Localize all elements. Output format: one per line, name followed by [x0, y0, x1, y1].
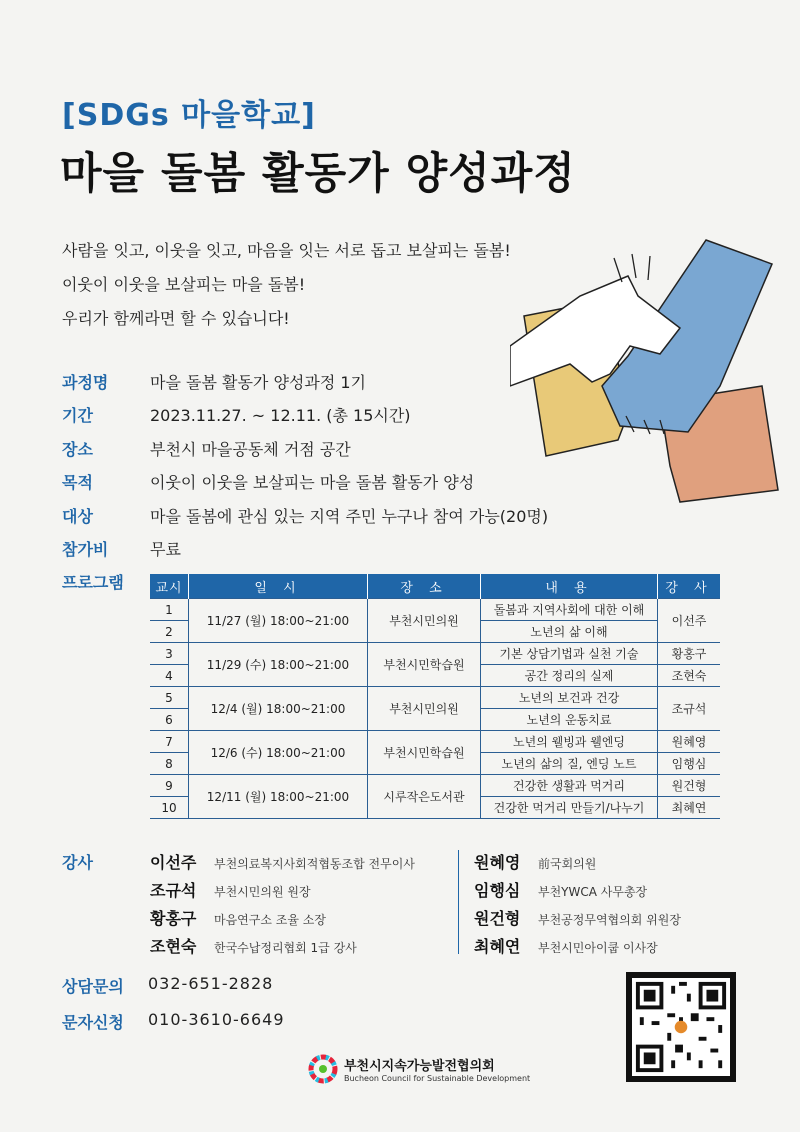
instructor-entry — [474, 850, 596, 873]
instructor-cell: 이선주 — [658, 599, 721, 643]
course-subtitle: [SDGs 마을학교] — [62, 98, 316, 133]
qr-code[interactable] — [626, 972, 736, 1082]
instructor-name: 원건형 — [474, 909, 521, 928]
info-label: 프로그램 — [62, 572, 124, 592]
date-cell: 11/29 (수) 18:00~21:00 — [189, 643, 368, 687]
instructor-entry — [150, 934, 357, 957]
info-value: 마을 돌봄 활동가 양성과정 1기 — [150, 372, 366, 392]
table-row — [150, 643, 720, 665]
instructor-role: 부천공정무역협의회 위원장 — [538, 913, 681, 927]
contact-phone-number[interactable]: 032-651-2828 — [148, 974, 274, 993]
period-cell: 4 — [150, 665, 189, 687]
instructors-label: 강사 — [62, 853, 93, 872]
content-cell: 건강한 먹거리 만들기/나누기 — [481, 797, 658, 819]
table-row — [150, 599, 720, 621]
instructor-entry — [150, 906, 326, 929]
instructor-entry — [474, 934, 658, 957]
period-cell: 7 — [150, 731, 189, 753]
instructor-entry — [474, 878, 647, 901]
hands-illustration — [510, 236, 790, 516]
info-fee — [62, 535, 181, 561]
instructor-cell: 조현숙 — [658, 665, 721, 687]
instructor-cell: 원건형 — [658, 775, 721, 797]
content-cell: 노년의 삶 이해 — [481, 621, 658, 643]
content-cell: 기본 상담기법과 실천 기술 — [481, 643, 658, 665]
table-row — [150, 731, 720, 753]
content-cell: 노년의 웰빙과 웰엔딩 — [481, 731, 658, 753]
table-header: 강 사 — [658, 574, 721, 599]
info-value: 이웃이 이웃을 보살피는 마을 돌봄 활동가 양성 — [150, 472, 475, 492]
period-cell: 3 — [150, 643, 189, 665]
table-header: 교시 — [150, 574, 189, 599]
period-cell: 5 — [150, 687, 189, 709]
content-cell: 노년의 운동치료 — [481, 709, 658, 731]
contact-sms — [62, 1010, 285, 1033]
instructor-cell: 원혜영 — [658, 731, 721, 753]
org-name: 부천시지속가능발전협의회 — [344, 1059, 495, 1074]
date-cell: 12/4 (월) 18:00~21:00 — [189, 687, 368, 731]
instructor-name: 조현숙 — [150, 937, 197, 956]
info-value: 마을 돌봄에 관심 있는 지역 주민 누구나 참여 가능(20명) — [150, 506, 549, 526]
period-cell: 8 — [150, 753, 189, 775]
content-cell: 노년의 삶의 질, 엔딩 노트 — [481, 753, 658, 775]
instructor-role: 마음연구소 조율 소장 — [214, 913, 326, 927]
instructor-name: 원혜영 — [474, 853, 521, 872]
place-cell: 시루작은도서관 — [368, 775, 481, 819]
info-label: 목적 — [62, 472, 93, 492]
contact-sms-label: 문자신청 — [62, 1013, 124, 1032]
intro-line: 이웃이 이웃을 보살피는 마을 돌봄! — [62, 275, 306, 294]
table-header: 내 용 — [481, 574, 658, 599]
content-cell: 돌봄과 지역사회에 대한 이해 — [481, 599, 658, 621]
instructor-name: 조규석 — [150, 881, 197, 900]
info-label: 장소 — [62, 439, 93, 459]
date-cell: 11/27 (월) 18:00~21:00 — [189, 599, 368, 643]
period-cell: 2 — [150, 621, 189, 643]
instructor-name: 임행심 — [474, 881, 521, 900]
contact-sms-number[interactable]: 010-3610-6649 — [148, 1010, 285, 1029]
instructor-cell: 황홍구 — [658, 643, 721, 665]
date-cell: 12/6 (수) 18:00~21:00 — [189, 731, 368, 775]
instructor-role: 한국수납정리협회 1급 강사 — [214, 941, 357, 955]
instructor-name: 최혜연 — [474, 937, 521, 956]
place-cell: 부천시민학습원 — [368, 731, 481, 775]
table-header: 일 시 — [189, 574, 368, 599]
instructor-name: 황홍구 — [150, 909, 197, 928]
period-cell: 10 — [150, 797, 189, 819]
instructor-role: 부천시민의원 원장 — [214, 885, 311, 899]
table-header-row — [150, 574, 720, 599]
instructor-role: 前국회의원 — [538, 857, 597, 871]
content-cell: 노년의 보건과 건강 — [481, 687, 658, 709]
info-label: 기간 — [62, 405, 93, 425]
instructor-entry — [474, 906, 681, 929]
info-period — [62, 401, 411, 427]
info-program — [62, 568, 142, 594]
intro-line: 사람을 잇고, 이웃을 잇고, 마음을 잇는 서로 돕고 보살피는 돌봄! — [62, 241, 511, 260]
instructor-cell: 임행심 — [658, 753, 721, 775]
period-cell: 6 — [150, 709, 189, 731]
info-label: 과정명 — [62, 372, 109, 392]
intro-line: 우리가 함께라면 할 수 있습니다! — [62, 309, 290, 328]
program-table — [150, 574, 720, 819]
instructor-name: 이선주 — [150, 853, 197, 872]
instructor-role: 부천시민아이쿱 이사장 — [538, 941, 658, 955]
table-row — [150, 775, 720, 797]
instructor-role: 부천의료복지사회적협동조합 전무이사 — [214, 857, 415, 871]
period-cell: 1 — [150, 599, 189, 621]
org-logo — [308, 1054, 530, 1084]
table-row — [150, 687, 720, 709]
table-header: 장 소 — [368, 574, 481, 599]
info-value: 2023.11.27. ~ 12.11. (총 15시간) — [150, 405, 411, 425]
period-cell: 9 — [150, 775, 189, 797]
instructor-role: 부천YWCA 사무총장 — [538, 885, 648, 899]
org-name-en: Bucheon Council for Sustainable Development — [344, 1074, 531, 1083]
course-title: 마을 돌봄 활동가 양성과정 — [60, 149, 576, 199]
instructor-entry — [150, 850, 415, 873]
info-purpose — [62, 468, 474, 494]
place-cell: 부천시민의원 — [368, 599, 481, 643]
info-target — [62, 502, 548, 528]
instructor-cell: 조규석 — [658, 687, 721, 731]
contact-phone — [62, 974, 273, 997]
info-label: 대상 — [62, 506, 93, 526]
content-cell: 건강한 생활과 먹거리 — [481, 775, 658, 797]
place-cell: 부천시민학습원 — [368, 643, 481, 687]
info-value: 무료 — [150, 539, 181, 559]
info-place — [62, 435, 351, 461]
place-cell: 부천시민의원 — [368, 687, 481, 731]
date-cell: 12/11 (월) 18:00~21:00 — [189, 775, 368, 819]
qr-code-pattern — [632, 978, 730, 1076]
info-value: 부천시 마을공동체 거점 공간 — [150, 439, 351, 459]
content-cell: 공간 정리의 실제 — [481, 665, 658, 687]
sdg-wheel-icon — [308, 1054, 338, 1084]
instructor-divider — [458, 850, 459, 954]
info-course-name — [62, 368, 366, 394]
contact-phone-label: 상담문의 — [62, 977, 124, 996]
instructor-cell: 최혜연 — [658, 797, 721, 819]
instructor-entry — [150, 878, 311, 901]
info-label: 참가비 — [62, 539, 109, 559]
